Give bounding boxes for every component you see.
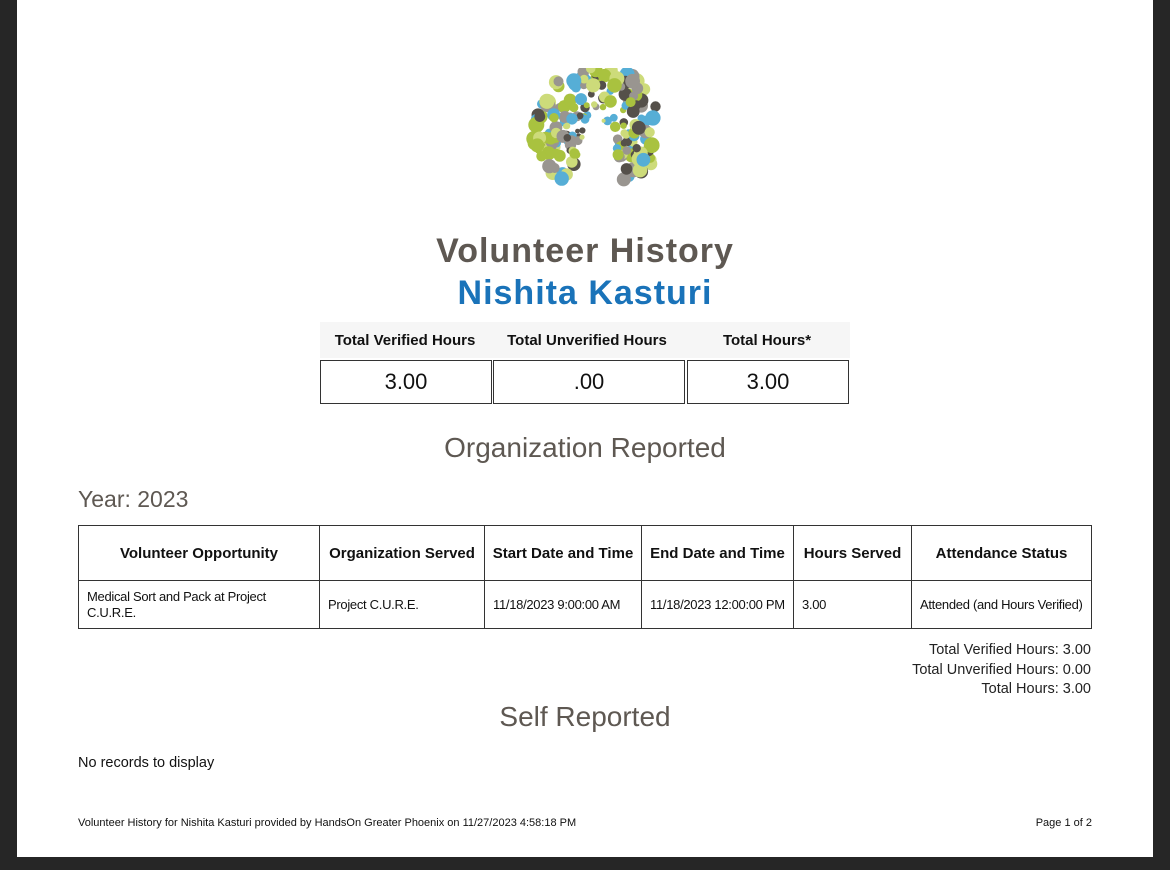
summary-verified-value: 3.00 <box>320 360 492 404</box>
summary-total-value: 3.00 <box>687 360 849 404</box>
summary-header-unverified: Total Unverified Hours <box>507 331 667 349</box>
organization-reported-heading: Organization Reported <box>444 432 726 463</box>
no-records-message: No records to display <box>78 755 215 771</box>
summary-header-row <box>320 322 850 358</box>
logo-dot <box>617 172 631 186</box>
logo-dot <box>625 74 640 89</box>
logo-dot <box>536 151 546 161</box>
column-header: Start Date and Time <box>485 526 642 581</box>
logo-dot <box>564 134 572 142</box>
logo-dot <box>569 103 578 112</box>
summary-header-verified: Total Verified Hours <box>334 331 476 349</box>
records-table <box>78 525 1092 629</box>
logo-dot <box>613 149 624 160</box>
total-verified-hours: Total Verified Hours: 3.00 <box>928 642 1091 658</box>
page-indicator: Page 1 of 2 <box>1035 817 1092 829</box>
logo-dot <box>645 127 655 137</box>
column-header: End Date and Time <box>642 526 794 581</box>
end-date-cell: 11/18/2023 12:00:00 PM <box>642 581 794 629</box>
logo-dot <box>534 111 545 122</box>
logo-dot <box>591 101 597 107</box>
table-header-row <box>79 526 1092 581</box>
footer-provided-by: Volunteer History for Nishita Kasturi provided by HandsOn Greater Phoenix on 11/27/2023 4:58:18 PM <box>78 817 577 829</box>
logo-dot <box>539 94 554 109</box>
year-label: Year: 2023 <box>78 486 189 512</box>
logo-dot <box>579 127 585 133</box>
logo-dot <box>645 110 660 125</box>
document-page <box>17 0 1153 857</box>
logo-dot <box>621 140 628 147</box>
logo-dot <box>554 76 564 86</box>
volunteer-name: Nishita Kasturi <box>457 274 713 312</box>
logo-dot <box>530 138 544 152</box>
logo-dot <box>579 135 584 140</box>
logo-dot <box>551 149 561 159</box>
total-unverified-hours: Total Unverified Hours: 0.00 <box>912 661 1091 678</box>
logo-dot <box>586 78 600 92</box>
logo-dot <box>620 123 626 129</box>
logo-dot <box>627 105 640 118</box>
organization-cell: Project C.U.R.E. <box>320 581 485 629</box>
logo-dot <box>622 146 631 155</box>
column-header: Attendance Status <box>912 526 1092 581</box>
page-title: Volunteer History <box>436 232 734 270</box>
column-header: Volunteer Opportunity <box>79 526 320 581</box>
summary-header-total: Total Hours* <box>722 331 812 349</box>
logo-dot <box>549 113 558 122</box>
hours-cell: 3.00 <box>794 581 912 629</box>
logo-dot <box>650 101 660 111</box>
logo-dot <box>577 112 584 119</box>
attendance-status-cell: Attended (and Hours Verified) <box>912 581 1092 629</box>
logo-dot <box>633 144 641 152</box>
logo-dot <box>637 153 651 167</box>
logo-dot <box>604 95 617 108</box>
logo-dot <box>555 171 569 185</box>
opportunity-cell: Medical Sort and Pack at Project C.U.R.E. <box>79 581 320 629</box>
logo-dot <box>632 121 646 135</box>
organization-totals <box>912 641 1091 700</box>
logo-dot <box>569 148 579 158</box>
logo-dot <box>542 159 556 173</box>
logo-dot <box>566 73 581 88</box>
logo-dot <box>607 78 622 93</box>
logo-dot <box>610 122 620 132</box>
logo-dot <box>621 163 633 175</box>
summary-unverified-value: .00 <box>493 360 685 404</box>
table-row <box>79 581 1092 629</box>
logo-dot <box>564 123 571 130</box>
handson-logo-icon <box>517 68 677 203</box>
total-hours: Total Hours: 3.00 <box>981 681 1091 697</box>
logo-dot <box>626 97 636 107</box>
column-header: Organization Served <box>320 526 485 581</box>
column-header: Hours Served <box>794 526 912 581</box>
logo-dot <box>575 129 580 134</box>
start-date-cell: 11/18/2023 9:00:00 AM <box>485 581 642 629</box>
logo-dot <box>584 102 590 108</box>
self-reported-heading: Self Reported <box>499 701 671 732</box>
logo-dot <box>602 119 606 123</box>
